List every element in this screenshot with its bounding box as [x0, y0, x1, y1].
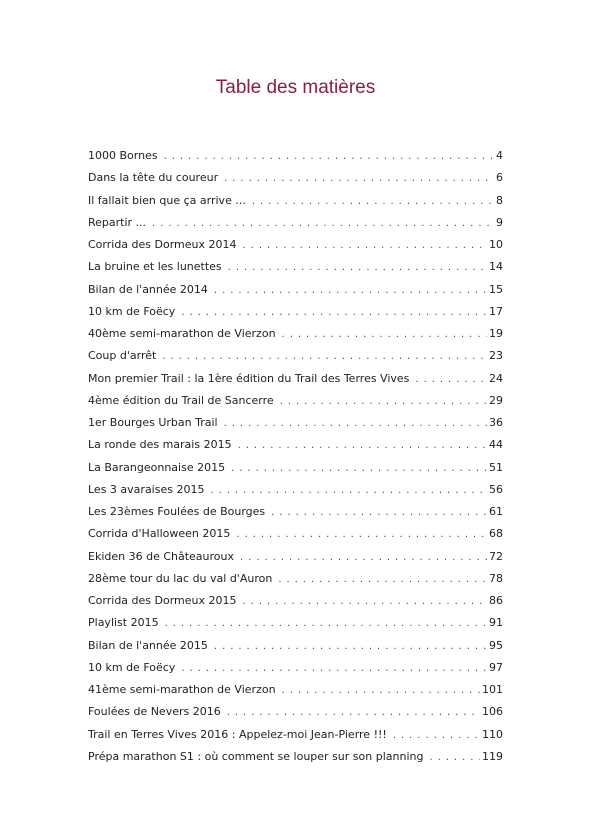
- toc-entry-title: La ronde des marais 2015: [88, 438, 232, 452]
- dot-leader: [165, 613, 487, 635]
- dot-leader: [164, 146, 494, 168]
- dot-leader: [227, 702, 480, 724]
- toc-entry-page-number: 8: [496, 193, 503, 207]
- toc-entry-title: La bruine et les lunettes: [88, 260, 222, 274]
- toc-entry[interactable]: [88, 746, 503, 768]
- dot-leader: [240, 547, 487, 569]
- toc-entry[interactable]: [88, 212, 503, 234]
- page-title: Table des matières: [215, 76, 376, 98]
- toc-entry-page-number: 19: [489, 327, 503, 340]
- toc-entry[interactable]: [88, 701, 503, 723]
- toc-entry[interactable]: [88, 190, 503, 212]
- toc-entry-page-number: 6: [496, 171, 503, 185]
- toc-entry-title: 10 km de Foëcy: [88, 660, 176, 674]
- toc-entry[interactable]: [88, 546, 503, 568]
- toc-entry[interactable]: [88, 457, 503, 479]
- toc-entry-title: Prépa marathon S1 : où comment se louper sur son planning: [88, 749, 424, 763]
- toc-entry-page-number: 14: [489, 260, 503, 274]
- dot-leader: [271, 502, 487, 524]
- toc-entry-page-number: 29: [489, 393, 503, 407]
- toc-entry[interactable]: [88, 301, 503, 323]
- dot-leader: [214, 636, 487, 658]
- dot-leader: [280, 391, 487, 413]
- toc-entry-page-number: 119: [482, 749, 503, 763]
- toc-entry-page-number: 110: [482, 727, 503, 741]
- dot-leader: [243, 235, 488, 257]
- toc-entry[interactable]: [88, 635, 503, 657]
- toc-entry[interactable]: [88, 679, 503, 701]
- toc-entry-page-number: 4: [496, 149, 503, 162]
- dot-leader: [415, 369, 487, 391]
- toc-entry[interactable]: [88, 323, 503, 345]
- toc-entry-title: Bilan de l'année 2015: [88, 638, 208, 652]
- toc-entry-title: Playlist 2015: [88, 616, 159, 630]
- toc-entry-page-number: 44: [489, 438, 503, 452]
- dot-leader: [278, 569, 487, 591]
- toc-entry[interactable]: [88, 657, 503, 679]
- dot-leader: [238, 435, 487, 457]
- dot-leader: [181, 302, 487, 324]
- dot-leader: [162, 346, 487, 368]
- toc-entry-title: Il fallait bien que ça arrive ...: [88, 193, 246, 207]
- toc-entry[interactable]: [88, 390, 503, 412]
- toc-entry-page-number: 56: [489, 482, 503, 496]
- dot-leader: [152, 213, 494, 235]
- dot-leader: [224, 168, 494, 190]
- toc-entry-title: Les 3 avaraises 2015: [88, 482, 205, 496]
- dot-leader: [181, 658, 487, 680]
- toc-entry[interactable]: [88, 724, 503, 746]
- dot-leader: [282, 680, 480, 702]
- dot-leader: [282, 324, 487, 346]
- toc-entry-page-number: 95: [489, 638, 503, 652]
- toc-entry-page-number: 72: [489, 549, 503, 563]
- toc-entry-page-number: 78: [489, 571, 503, 585]
- toc-entry[interactable]: [88, 234, 503, 256]
- toc-entry[interactable]: [88, 612, 503, 634]
- toc-entry-page-number: 106: [482, 705, 503, 719]
- dot-leader: [224, 413, 487, 435]
- toc-entry-title: 28ème tour du lac du val d'Auron: [88, 571, 273, 585]
- toc-entry-title: Corrida d'Halloween 2015: [88, 527, 231, 541]
- toc-entry-title: Corrida des Dormeux 2015: [88, 594, 237, 607]
- toc-entry[interactable]: [88, 523, 503, 545]
- dot-leader: [210, 480, 487, 502]
- toc-entry-title: Coup d'arrêt: [88, 349, 157, 363]
- toc-entry-title: Bilan de l'année 2014: [88, 282, 208, 296]
- toc-entry[interactable]: [88, 167, 503, 189]
- dot-leader: [243, 591, 488, 613]
- toc-entry-page-number: 91: [489, 616, 503, 630]
- toc-entry[interactable]: [88, 145, 503, 167]
- toc-entry-title: Foulées de Nevers 2016: [88, 705, 221, 719]
- toc-entry-page-number: 9: [496, 215, 503, 229]
- toc-entry[interactable]: [88, 568, 503, 590]
- toc-entry-page-number: 36: [489, 416, 503, 429]
- toc-entry[interactable]: [88, 590, 503, 612]
- toc-entry-page-number: 15: [489, 282, 503, 296]
- toc-entry-page-number: 24: [489, 371, 503, 385]
- toc-entry-title: 40ème semi-marathon de Vierzon: [88, 327, 276, 340]
- toc-entry[interactable]: [88, 479, 503, 501]
- table-of-contents: [88, 145, 503, 768]
- toc-entry-title: 41ème semi-marathon de Vierzon: [88, 683, 276, 696]
- dot-leader: [231, 458, 487, 480]
- toc-entry-title: Les 23èmes Foulées de Bourges: [88, 505, 266, 518]
- dot-leader: [429, 747, 480, 769]
- toc-entry-page-number: 101: [482, 683, 503, 696]
- toc-entry-page-number: 10: [489, 238, 503, 251]
- toc-entry-title: 1er Bourges Urban Trail: [88, 416, 218, 429]
- dot-leader: [236, 524, 487, 546]
- dot-leader: [393, 725, 480, 747]
- toc-entry-title: 1000 Bornes: [88, 149, 158, 162]
- dot-leader: [228, 257, 487, 279]
- toc-entry-title: Trail en Terres Vives 2016 : Appelez-moi Jean-Pierre !!!: [88, 727, 387, 741]
- toc-entry-page-number: 51: [489, 460, 503, 474]
- toc-entry[interactable]: [88, 412, 503, 434]
- toc-entry-title: Corrida des Dormeux 2014: [88, 238, 237, 251]
- toc-entry[interactable]: [88, 434, 503, 456]
- toc-entry[interactable]: [88, 345, 503, 367]
- toc-entry-page-number: 68: [489, 527, 503, 541]
- toc-entry[interactable]: [88, 256, 503, 278]
- toc-entry-title: Ekiden 36 de Châteauroux: [88, 549, 235, 563]
- dot-leader: [214, 280, 487, 302]
- toc-entry[interactable]: [88, 368, 503, 390]
- dot-leader: [252, 191, 494, 213]
- toc-entry-title: 4ème édition du Trail de Sancerre: [88, 393, 274, 407]
- toc-entry-page-number: 97: [489, 660, 503, 674]
- toc-entry-title: 10 km de Foëcy: [88, 304, 176, 318]
- toc-entry-page-number: 23: [489, 349, 503, 363]
- toc-entry-title: Mon premier Trail : la 1ère édition du Trail des Terres Vives: [88, 371, 410, 385]
- toc-entry-title: Repartir ...: [88, 215, 147, 229]
- toc-entry-page-number: 86: [489, 594, 503, 607]
- toc-entry-title: Dans la tête du coureur: [88, 171, 219, 185]
- toc-entry-title: La Barangeonnaise 2015: [88, 460, 226, 474]
- toc-entry-page-number: 61: [489, 505, 503, 518]
- toc-entry-page-number: 17: [489, 304, 503, 318]
- toc-entry[interactable]: [88, 279, 503, 301]
- toc-entry[interactable]: [88, 501, 503, 523]
